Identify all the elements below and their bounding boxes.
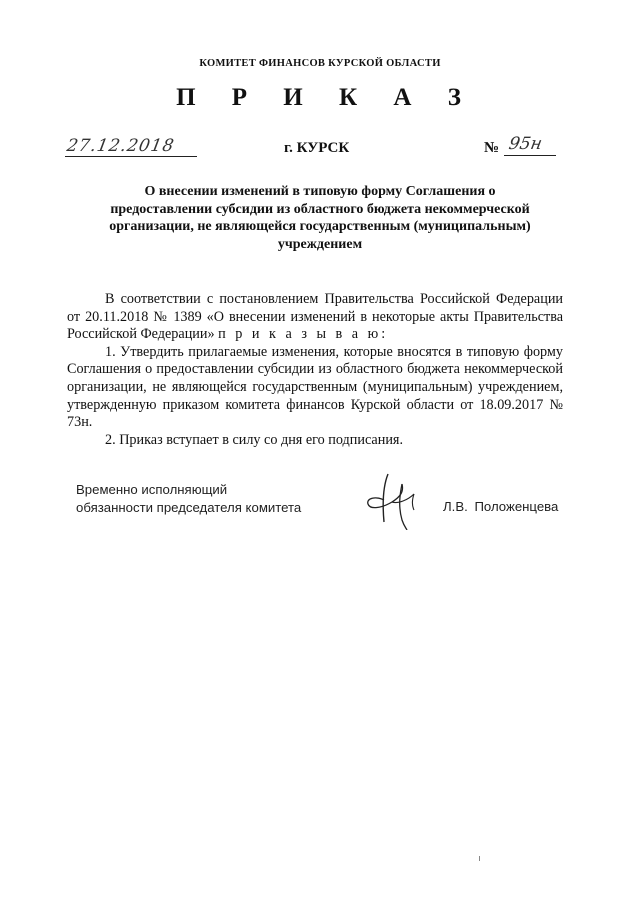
paragraph-item-1: 1. Утвердить прилагаемые изменения, которые вносятся в типовую форму Соглашения о предоставлении субсидии из областного бюджета некоммерческой организации, не являющейся государственным (муниципальным) учреждением, утвержденную приказом комитета финансов Курской области от 18.09.2017 № 73н. (67, 343, 563, 431)
city: г. КУРСК (284, 140, 350, 156)
order-word: п р и к а з ы в а ю: (218, 326, 389, 343)
date-underline (65, 156, 197, 157)
document-title: П Р И К А З (176, 84, 476, 111)
signatory-position (76, 481, 301, 517)
handwritten-signature (358, 470, 428, 530)
handwritten-number: 95н (507, 134, 544, 154)
paragraph-item-2: 2. Приказ вступает в силу со дня его подписания. (105, 431, 403, 448)
position-line-2: обязанности председателя комитета (76, 500, 302, 515)
scan-speck (479, 856, 480, 861)
number-underline (504, 155, 556, 156)
position-line-1: Временно исполняющий (76, 482, 228, 497)
signatory-name: Л.В. Положенцева (443, 499, 559, 514)
number-sign: № (484, 140, 500, 156)
handwritten-date: 27.12.2018 (65, 136, 177, 156)
paragraph-preamble (67, 291, 563, 344)
preamble-text: В соответствии с постановлением Правительства Российской Федерации от 20.11.2018 № 1389 «О внесении изменений в некоторые акты Правительства Российской Федерации» (67, 291, 563, 343)
order-subject: О внесении изменений в типовую форму Соглашения о предоставлении субсидии из областного бюджета некоммерческой организации, не являющейся государственным (муниципальным) учреждением (109, 184, 531, 252)
committee-name: КОМИТЕТ ФИНАНСОВ КУРСКОЙ ОБЛАСТИ (199, 58, 441, 69)
order-body (67, 291, 563, 449)
